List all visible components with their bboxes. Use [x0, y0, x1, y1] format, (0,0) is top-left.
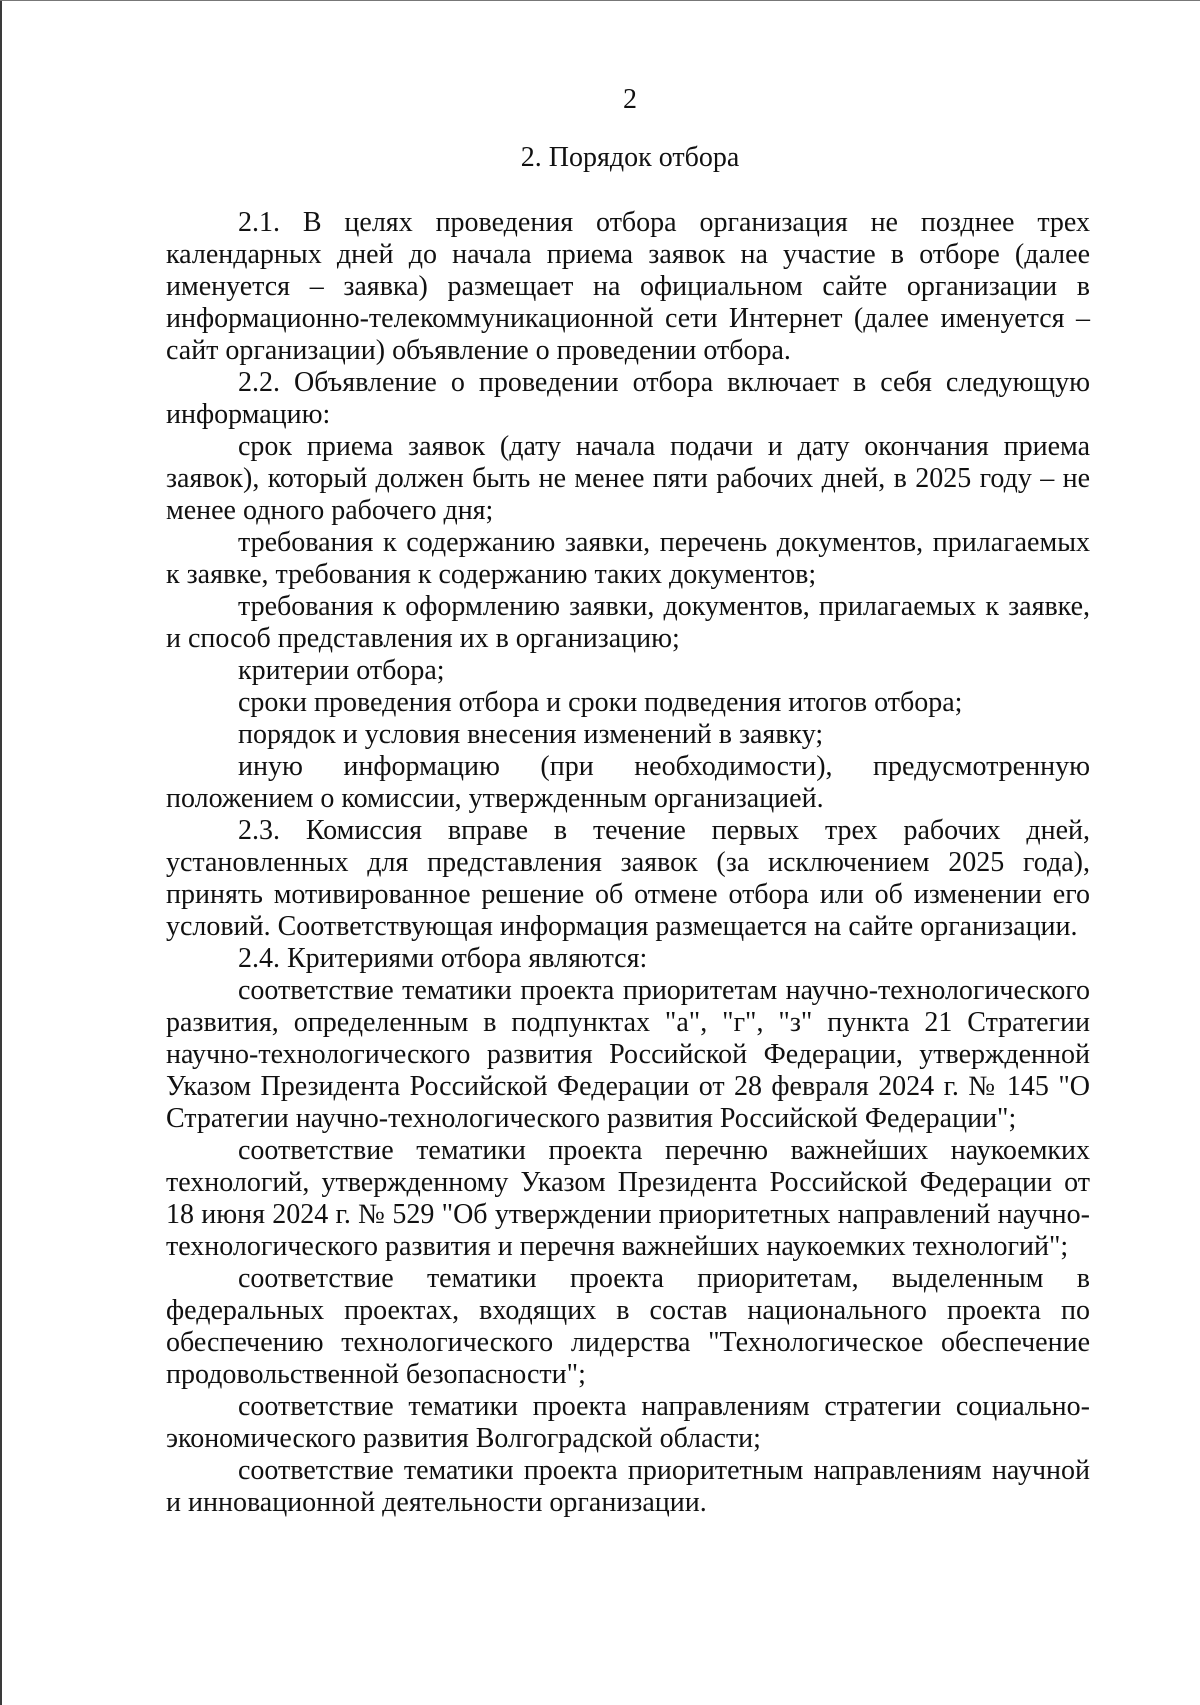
paragraph-2-3: 2.3. Комиссия вправе в течение первых трех рабочих дней, установленных для представления заявок (за исключением 2025 года), принять мотивированное решение об отмене отбора или об изменении его условий. Соответствующая информация размещается на сайте организации. [166, 815, 1090, 942]
scan-edge-top [0, 0, 1200, 1]
list-item-amendment-procedure: порядок и условия внесения изменений в заявку; [238, 719, 824, 750]
criterion-technologies-list: соответствие тематики проекта перечню важнейших наукоемких технологий, утвержденному Указом Президента Российской Федерации от 18 июня 2024 г. № 529 "Об утверждении приоритетных направлений научно-технологического развития и перечня важнейших наукоемких технологий"; [166, 1135, 1090, 1262]
criterion-strategy-priorities: соответствие тематики проекта приоритетам научно-технологического развития, определенным в подпунктах "а", "г", "з" пункта 21 Стратегии научно-технологического развития Российской Федерации, утвержденной Указом Президента Российской Федерации от 28 февраля 2024 г. № 145 "О Стратегии научно-технологического развития Российской Федерации"; [166, 975, 1090, 1134]
list-item-content-requirements: требования к содержанию заявки, перечень документов, прилагаемых к заявке, требования к содержанию таких документов; [166, 527, 1090, 590]
document-body [166, 207, 1090, 1519]
criterion-organization-priorities: соответствие тематики проекта приоритетным направлениям научной и инновационной деятельности организации. [166, 1455, 1090, 1518]
list-item-criteria: критерии отбора; [238, 655, 445, 686]
criterion-national-project: соответствие тематики проекта приоритетам, выделенным в федеральных проектах, входящих в состав национального проекта по обеспечению технологического лидерства "Технологическое обеспечение продовольственной безопасности"; [166, 1263, 1090, 1390]
criterion-regional-strategy: соответствие тематики проекта направлениям стратегии социально-экономического развития Волгоградской области; [166, 1391, 1090, 1454]
list-item-submission-period: срок приема заявок (дату начала подачи и дату окончания приема заявок), который должен быть не менее пяти рабочих дней, в 2025 году – не менее одного рабочего дня; [166, 431, 1090, 526]
list-item-other-information: иную информацию (при необходимости), предусмотренную положением о комиссии, утвержденным организацией. [166, 751, 1090, 814]
paragraph-2-4: 2.4. Критериями отбора являются: [238, 943, 648, 974]
paragraph-2-2: 2.2. Объявление о проведении отбора включает в себя следующую информацию: [166, 367, 1090, 430]
paragraph-2-1: 2.1. В целях проведения отбора организация не позднее трех календарных дней до начала приема заявок на участие в отборе (далее именуется – заявка) размещает на официальном сайте организации в информационно-телекоммуникационной сети Интернет (далее именуется – сайт организации) объявление о проведении отбора. [166, 207, 1090, 366]
section-title: 2. Порядок отбора [520, 142, 740, 173]
scan-edge-left [0, 0, 2, 1705]
list-item-format-requirements: требования к оформлению заявки, документов, прилагаемых к заявке, и способ представления их в организацию; [166, 591, 1090, 654]
list-item-selection-dates: сроки проведения отбора и сроки подведения итогов отбора; [238, 687, 963, 718]
page-number: 2 [623, 84, 637, 115]
